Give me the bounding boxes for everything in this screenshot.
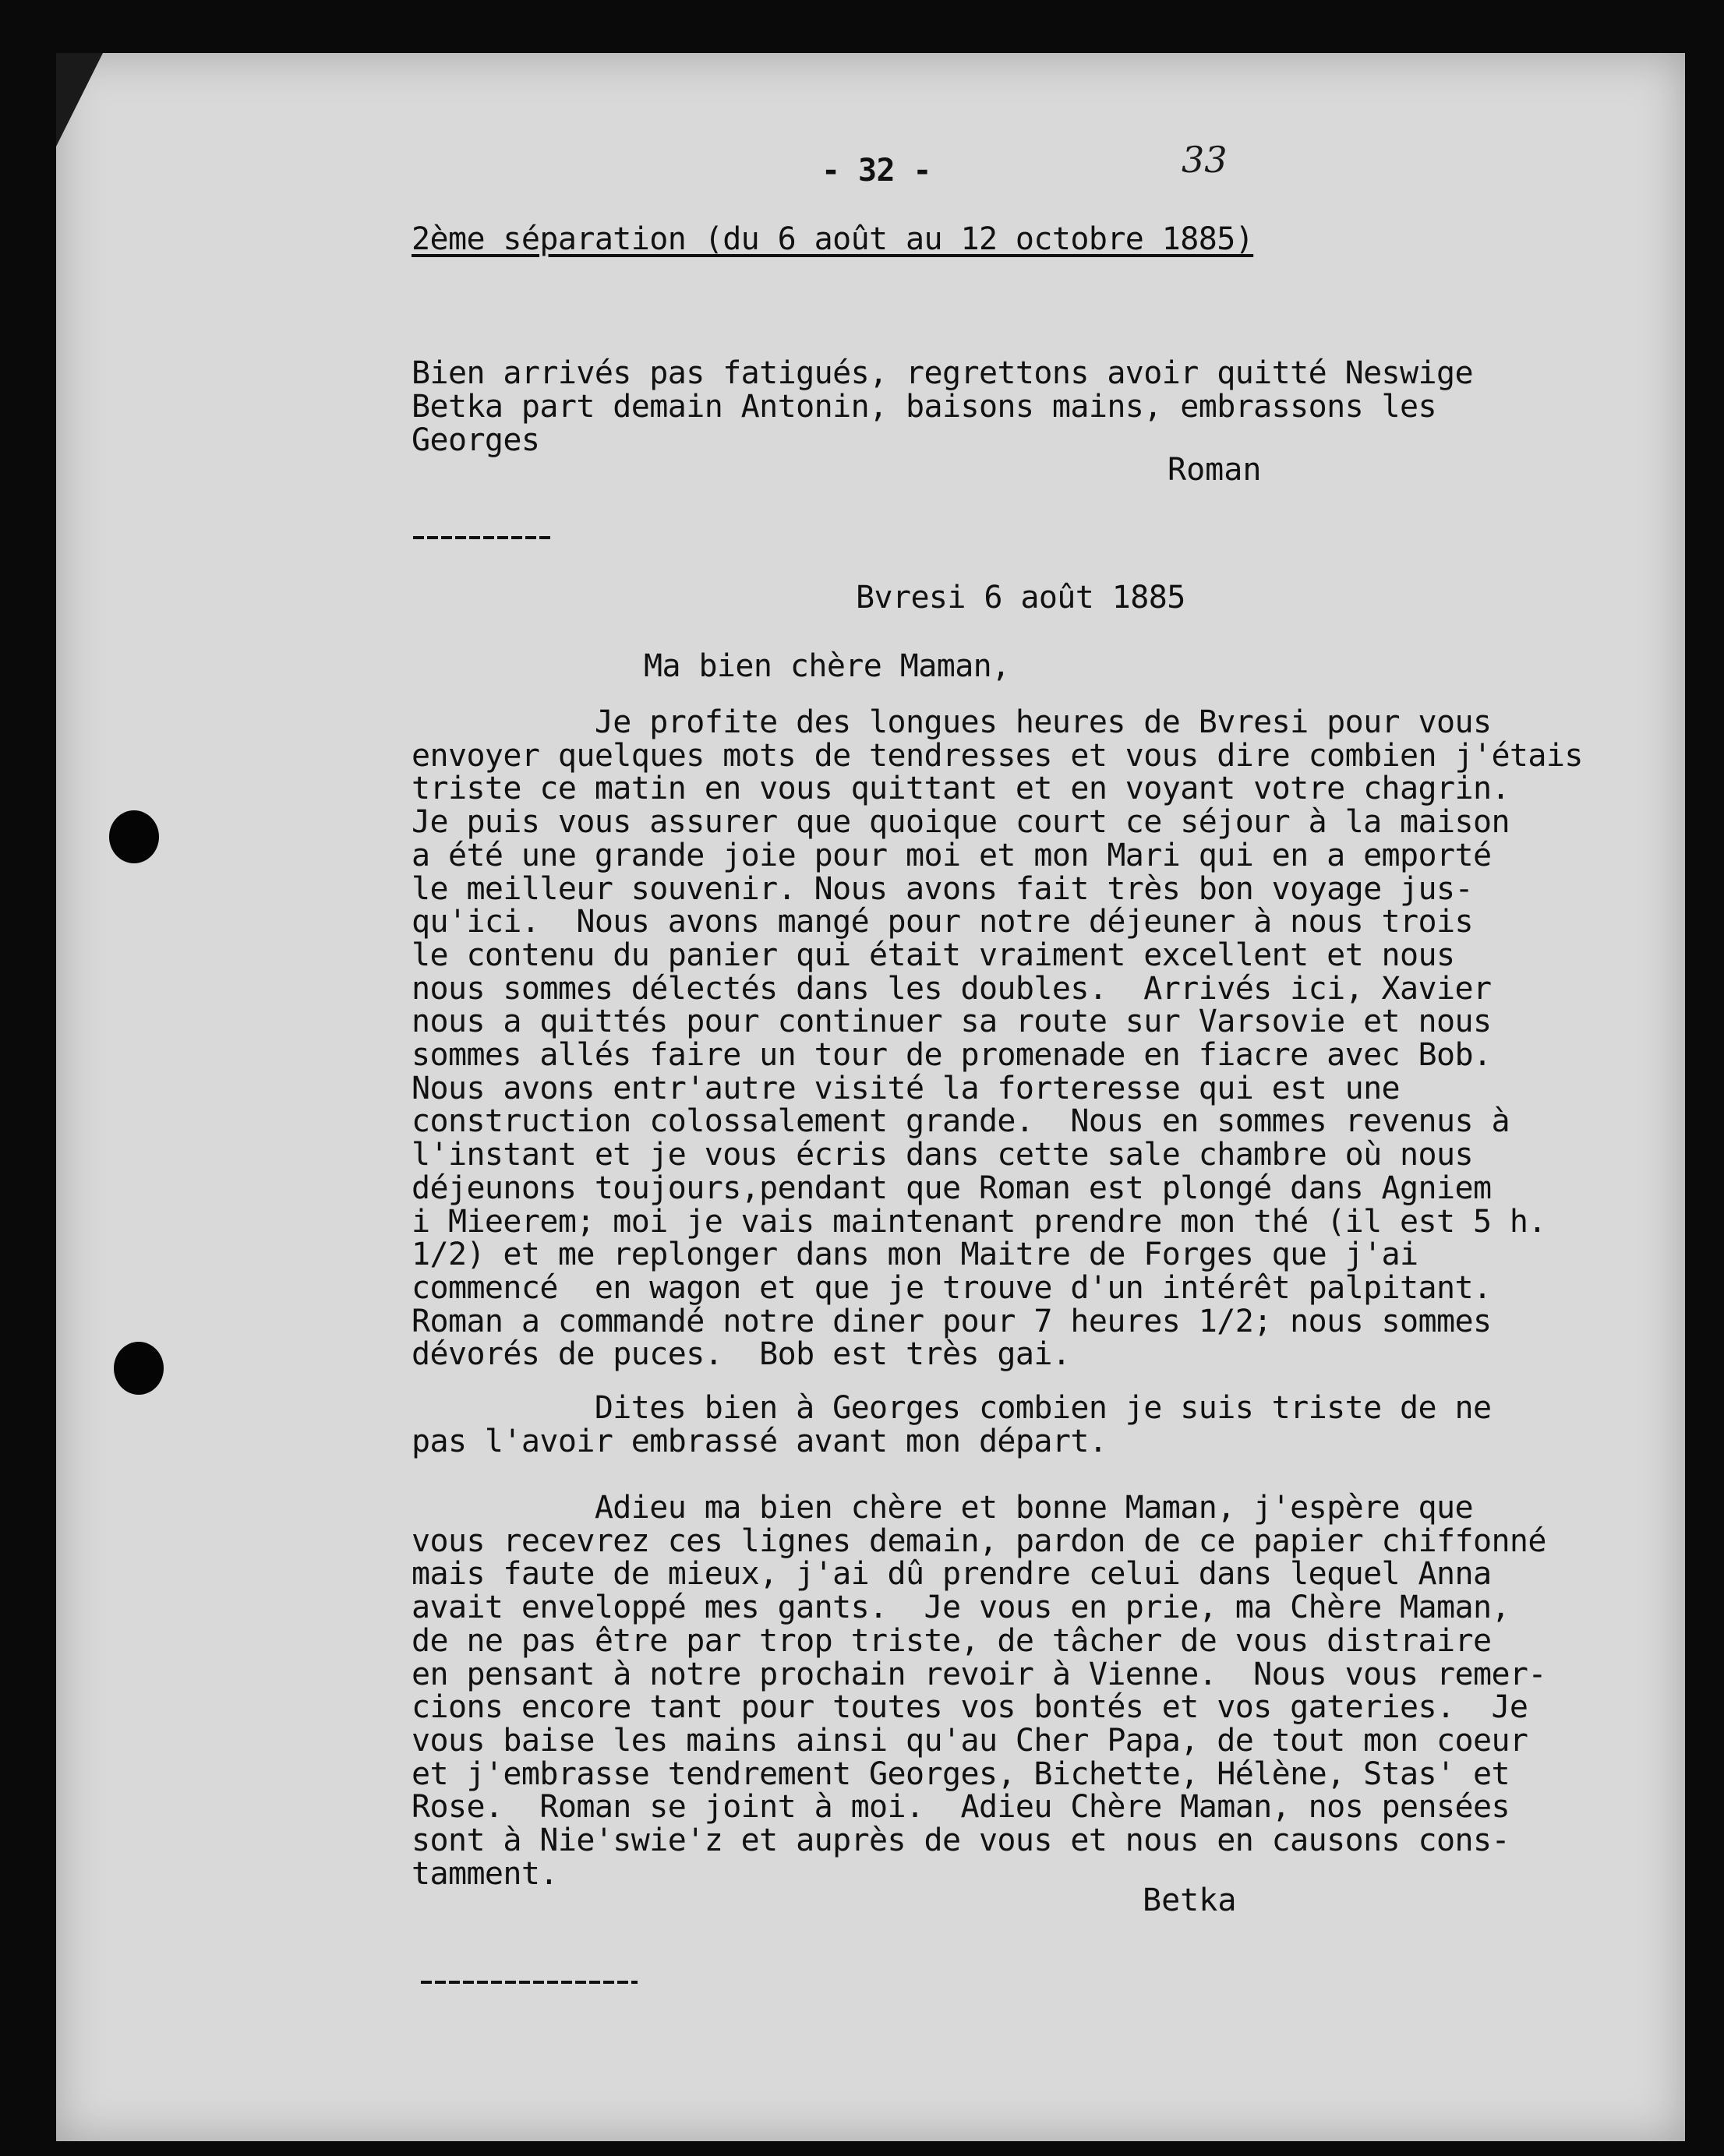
letter-paragraph: Je profite des longues heures de Bvresi pour vous envoyer quelques mots de tendresses et vous dire combien j'étais triste ce matin en vous quittant et en voyant votre chagrin. Je puis vous assurer que quoique court ce séjour à la maison a été une grande joie pour moi et mon Mari qui en a emporté le meilleur souvenir. Nous avons fait très bon voyage jus- qu'ici. Nous avons mangé pour notre déjeuner à nous trois le contenu du panier qui était vraiment excellent et nous nous sommes délectés dans les doubles. Arrivés ici, Xavier nous a quittés pour continuer sa route sur Varsovie et nous sommes allés faire un tour de promenade en fiacre avec Bob. Nous avons entr'autre visité la forteresse qui est une construction colossalement grande. Nous en sommes revenus à l'instant et je vous écris dans cette sale chambre où nous déjeunons toujours,pendant que Roman est plongé dans Agniem i Mieerem; moi je vais maintenant prendre mon thé (il est 5 h. 1/2) et me replonger dans mon Maitre de Forges que j'ai commencé en wagon et que je trouve d'un intérêt palpitant. Roman a commandé notre diner pour 7 heures 1/2; nous sommes dévorés de puces. Bob est très gai.: [412, 704, 1583, 1373]
letter-signature: Betka: [1143, 1883, 1237, 1918]
handwritten-page-number: 33: [1182, 139, 1228, 181]
page-corner-fold: [56, 53, 103, 146]
letter-paragraph: Adieu ma bien chère et bonne Maman, j'espère que vous recevrez ces lignes demain, pardon de ce papier chiffonné mais faute de mieux, j'ai dû prendre celui dans lequel Anna avait enveloppé mes gants. Je vous en prie, ma Chère Maman, de ne pas être par trop triste, de tâcher de vous distraire en pensant à notre prochain revoir à Vienne. Nous vous remer- cions encore tant pour toutes vos bontés et vos gateries. Je vous baise les mains ainsi qu'au Cher Papa, de tout mon coeur et j'embrasse tendrement Georges, Bichette, Hélène, Stas' et Rose. Roman se joint à moi. Adieu Chère Maman, nos pensées sont à Nie'swie'z et auprès de vous et nous en causons cons- tamment.: [412, 1490, 1546, 1892]
letter-paragraph: Dites bien à Georges combien je suis triste de ne pas l'avoir embrassé avant mon départ.: [412, 1390, 1492, 1459]
separator-line: [413, 536, 553, 539]
punch-hole-upper: [109, 810, 159, 863]
telegram-signature: Roman: [1168, 452, 1262, 488]
telegram-text: Bien arrivés pas fatigués, regrettons avoir quitté Neswige Betka part demain Antonin, baisons mains, embrassons les Georges: [412, 355, 1473, 458]
letter-dateline: Bvresi 6 août 1885: [856, 580, 1185, 616]
section-heading: 2ème séparation (du 6 août au 12 octobre 1885): [412, 221, 1254, 257]
punch-hole-lower: [114, 1342, 164, 1395]
letter-salutation: Ma bien chère Maman,: [644, 648, 1010, 684]
page-number: - 32 -: [821, 153, 931, 189]
separator-line: [421, 1981, 638, 1984]
